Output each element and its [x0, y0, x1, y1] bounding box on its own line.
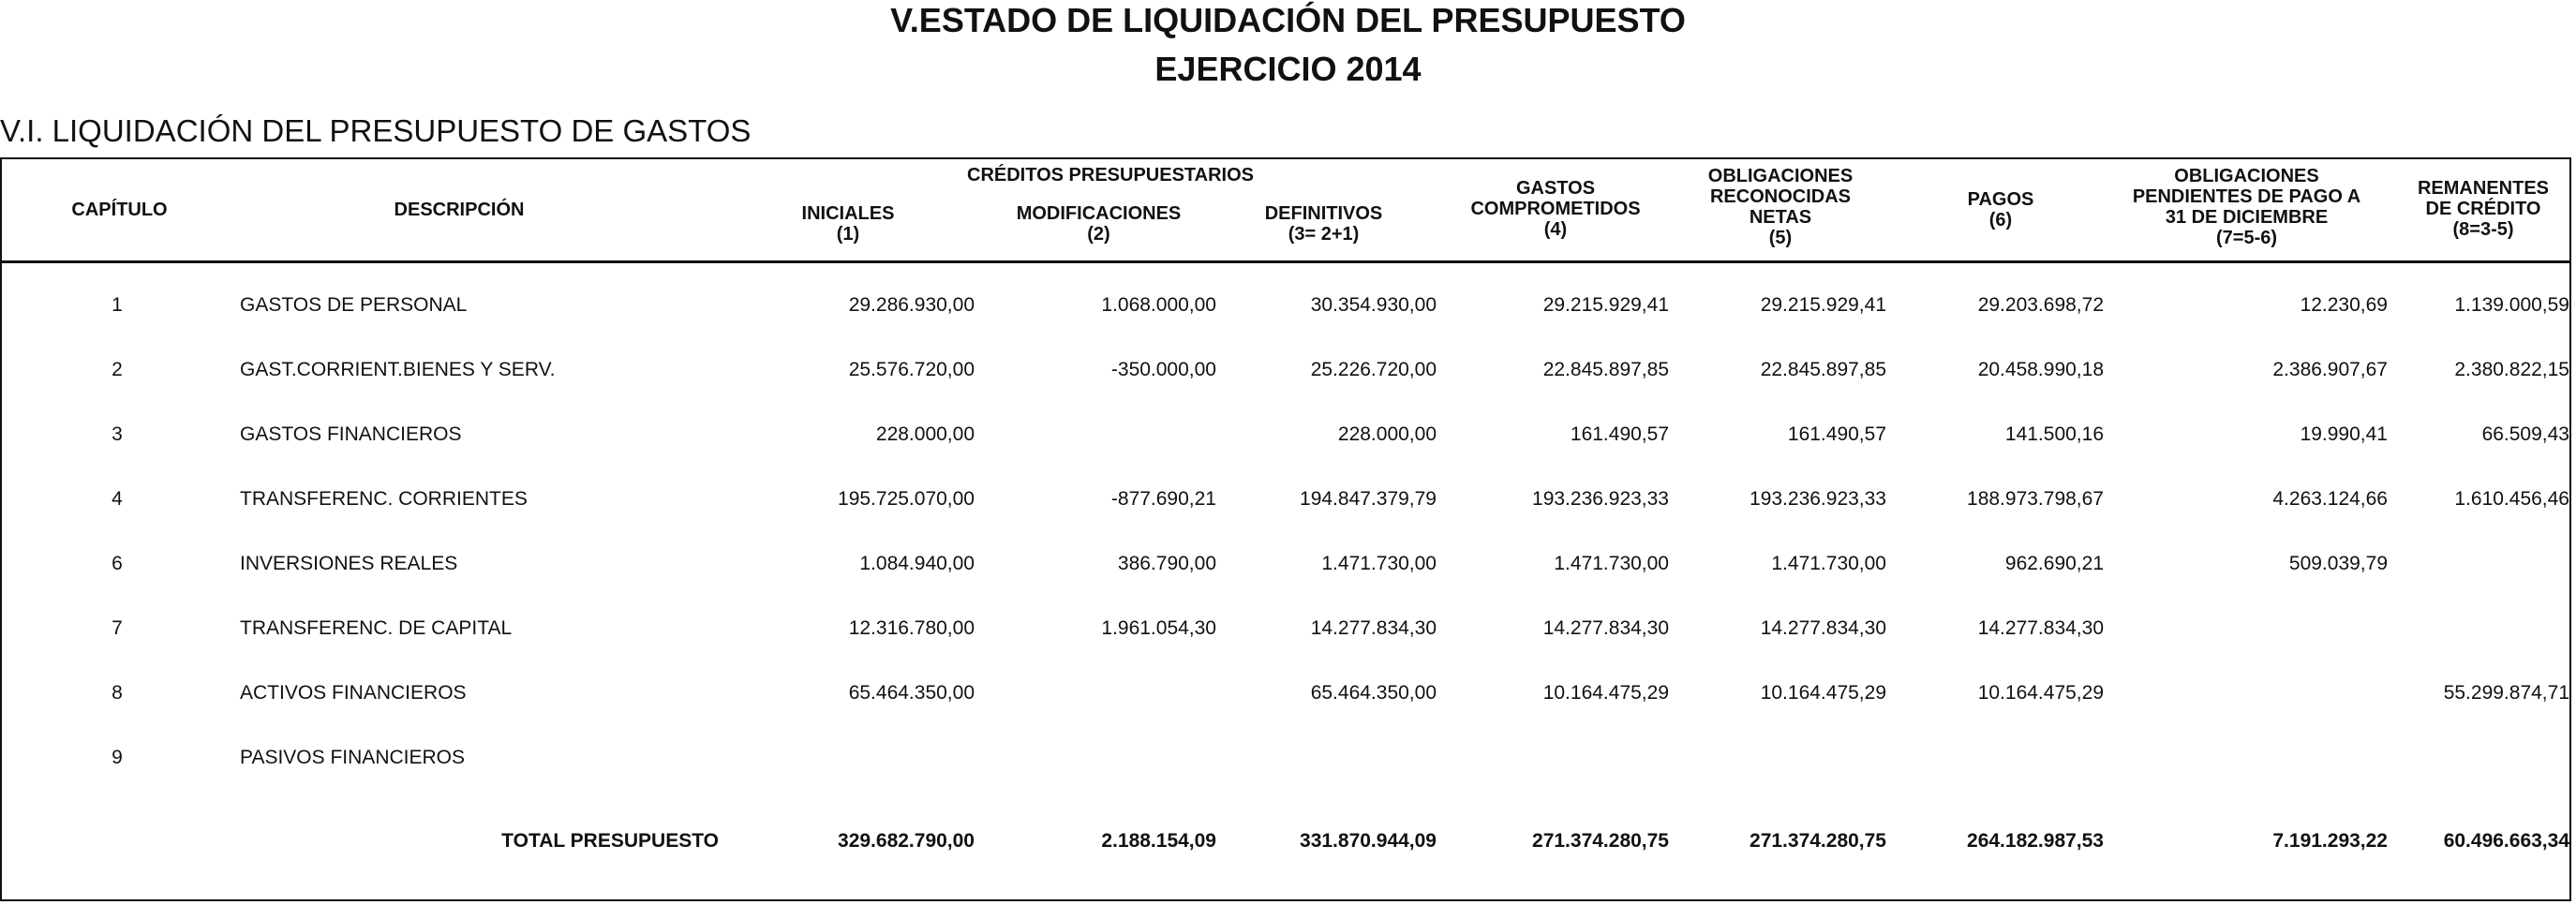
row-8-capitulo: 8 — [112, 682, 123, 704]
row-1-definitivos: 30.354.930,00 — [1310, 294, 1437, 316]
total-modificaciones: 2.188.154,09 — [1101, 830, 1216, 852]
total-remanentes: 60.496.663,34 — [2443, 830, 2569, 852]
row-2-capitulo: 2 — [112, 359, 123, 380]
total-iniciales: 329.682.790,00 — [838, 830, 975, 852]
total-gastos-comprometidos: 271.374.280,75 — [1532, 830, 1669, 852]
row-7-definitivos: 14.277.834,30 — [1310, 617, 1437, 639]
row-6-gastos: 1.471.730,00 — [1554, 553, 1669, 574]
row-8-gastos: 10.164.475,29 — [1542, 682, 1669, 704]
header-capitulo: CAPÍTULO — [71, 200, 168, 220]
header-gastos-comprometidos: GASTOS COMPROMETIDOS (4) — [1470, 178, 1641, 240]
row-3-remanentes: 66.509,43 — [2481, 423, 2569, 445]
header-obligaciones-pendientes: OBLIGACIONES PENDIENTES DE PAGO A 31 DE DICIEMBRE (7=5-6) — [2132, 166, 2361, 248]
row-6-descripcion: INVERSIONES REALES — [240, 553, 458, 574]
row-9-capitulo: 9 — [112, 747, 123, 768]
page-title: V.ESTADO DE LIQUIDACIÓN DEL PRESUPUESTO — [890, 1, 1686, 39]
row-7-iniciales: 12.316.780,00 — [848, 617, 975, 639]
row-1-modificaciones: 1.068.000,00 — [1101, 294, 1216, 316]
row-1-descripcion: GASTOS DE PERSONAL — [240, 294, 468, 316]
row-4-gastos: 193.236.923,33 — [1532, 488, 1669, 510]
total-label: TOTAL PRESUPUESTO — [501, 830, 719, 852]
row-2-pendientes: 2.386.907,67 — [2272, 359, 2388, 380]
row-2-modificaciones: -350.000,00 — [1110, 359, 1216, 380]
page-subtitle-year: EJERCICIO 2014 — [1154, 50, 1422, 88]
row-4-iniciales: 195.725.070,00 — [838, 488, 975, 510]
row-3-obligaciones: 161.490,57 — [1787, 423, 1886, 445]
section-heading: V.I. LIQUIDACIÓN DEL PRESUPUESTO DE GASTOS — [0, 113, 752, 148]
row-1-remanentes: 1.139.000,59 — [2454, 294, 2569, 316]
row-6-pendientes: 509.039,79 — [2288, 553, 2388, 574]
header-divider — [0, 260, 2571, 263]
row-8-obligaciones: 10.164.475,29 — [1760, 682, 1886, 704]
row-4-pendientes: 4.263.124,66 — [2272, 488, 2388, 510]
row-3-pendientes: 19.990,41 — [2300, 423, 2388, 445]
row-1-capitulo: 1 — [112, 294, 123, 316]
row-3-pagos: 141.500,16 — [2004, 423, 2104, 445]
row-4-obligaciones: 193.236.923,33 — [1750, 488, 1886, 510]
row-7-descripcion: TRANSFERENC. DE CAPITAL — [240, 617, 513, 639]
row-8-iniciales: 65.464.350,00 — [848, 682, 975, 704]
row-2-pagos: 20.458.990,18 — [1977, 359, 2104, 380]
row-2-remanentes: 2.380.822,15 — [2454, 359, 2569, 380]
row-1-pagos: 29.203.698,72 — [1977, 294, 2104, 316]
row-4-capitulo: 4 — [112, 488, 123, 510]
row-8-pagos: 10.164.475,29 — [1977, 682, 2104, 704]
row-6-definitivos: 1.471.730,00 — [1321, 553, 1437, 574]
header-descripcion: DESCRIPCIÓN — [394, 200, 525, 220]
row-3-descripcion: GASTOS FINANCIEROS — [240, 423, 462, 445]
row-1-gastos: 29.215.929,41 — [1542, 294, 1669, 316]
row-7-modificaciones: 1.961.054,30 — [1101, 617, 1216, 639]
row-7-pagos: 14.277.834,30 — [1977, 617, 2104, 639]
row-2-descripcion: GAST.CORRIENT.BIENES Y SERV. — [240, 359, 556, 380]
row-1-pendientes: 12.230,69 — [2300, 294, 2388, 316]
row-6-modificaciones: 386.790,00 — [1117, 553, 1216, 574]
total-obligaciones-pendientes: 7.191.293,22 — [2272, 830, 2388, 852]
row-4-modificaciones: -877.690,21 — [1110, 488, 1216, 510]
row-4-descripcion: TRANSFERENC. CORRIENTES — [240, 488, 528, 510]
row-7-gastos: 14.277.834,30 — [1542, 617, 1669, 639]
row-7-obligaciones: 14.277.834,30 — [1760, 617, 1886, 639]
header-definitivos: DEFINITIVOS (3= 2+1) — [1264, 203, 1383, 245]
row-2-gastos: 22.845.897,85 — [1542, 359, 1669, 380]
row-7-capitulo: 7 — [112, 617, 123, 639]
header-group-creditos: CRÉDITOS PRESUPUESTARIOS — [967, 165, 1254, 185]
header-obligaciones-reconocidas: OBLIGACIONES RECONOCIDAS NETAS (5) — [1707, 166, 1854, 248]
row-3-iniciales: 228.000,00 — [875, 423, 975, 445]
row-4-remanentes: 1.610.456,46 — [2454, 488, 2569, 510]
row-6-pagos: 962.690,21 — [2004, 553, 2104, 574]
row-3-definitivos: 228.000,00 — [1337, 423, 1437, 445]
row-6-capitulo: 6 — [112, 553, 123, 574]
total-pagos: 264.182.987,53 — [1967, 830, 2104, 852]
header-remanentes: REMANENTES DE CRÉDITO (8=3-5) — [2417, 178, 2549, 240]
row-6-iniciales: 1.084.940,00 — [859, 553, 975, 574]
row-3-gastos: 161.490,57 — [1570, 423, 1669, 445]
row-6-obligaciones: 1.471.730,00 — [1771, 553, 1886, 574]
row-3-capitulo: 3 — [112, 423, 123, 445]
row-8-definitivos: 65.464.350,00 — [1310, 682, 1437, 704]
budget-table — [0, 157, 2571, 901]
row-8-descripcion: ACTIVOS FINANCIEROS — [240, 682, 467, 704]
row-1-obligaciones: 29.215.929,41 — [1760, 294, 1886, 316]
row-2-obligaciones: 22.845.897,85 — [1760, 359, 1886, 380]
row-8-remanentes: 55.299.874,71 — [2443, 682, 2569, 704]
header-pagos: PAGOS (6) — [1967, 189, 2034, 230]
total-definitivos: 331.870.944,09 — [1300, 830, 1437, 852]
row-2-iniciales: 25.576.720,00 — [848, 359, 975, 380]
header-modificaciones: MODIFICACIONES (2) — [1016, 203, 1182, 245]
row-4-pagos: 188.973.798,67 — [1967, 488, 2104, 510]
row-1-iniciales: 29.286.930,00 — [848, 294, 975, 316]
row-9-descripcion: PASIVOS FINANCIEROS — [240, 747, 465, 768]
header-iniciales: INICIALES (1) — [801, 203, 895, 245]
total-obligaciones-reconocidas: 271.374.280,75 — [1750, 830, 1886, 852]
row-4-definitivos: 194.847.379,79 — [1300, 488, 1437, 510]
row-2-definitivos: 25.226.720,00 — [1310, 359, 1437, 380]
